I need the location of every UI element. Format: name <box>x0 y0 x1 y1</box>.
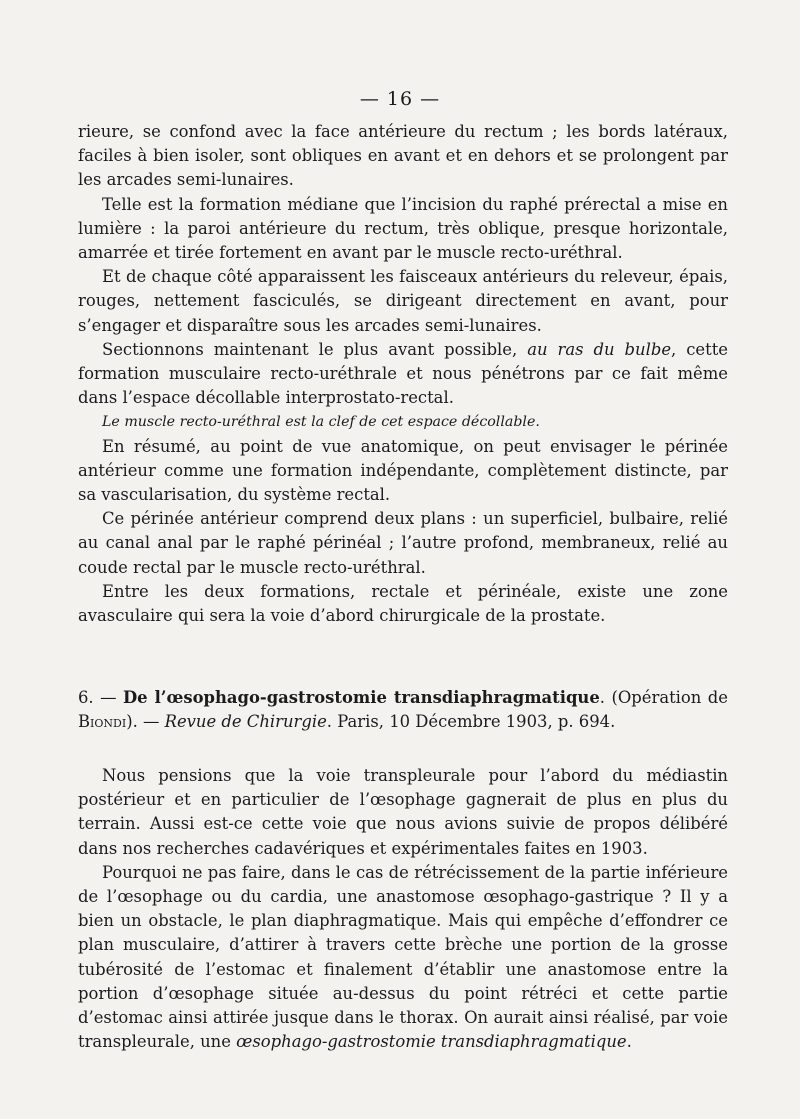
paragraph <box>78 861 728 1055</box>
paragraph: Entre les deux formations, rectale et périnéale, existe une zone avasculaire qui sera la voie d’abord chirurgicale de la prostate. <box>78 581 728 626</box>
reference-note: . (Opération de <box>599 688 728 707</box>
paragraph: rieure, se confond avec la face antérieure du rectum ; les bords latéraux, faciles à bien isoler, sont obliques en avant et en dehors et se prolongent par les arcades semi-lunaires. <box>78 122 728 190</box>
reference-title: De l’œsophago-gastrostomie transdiaphragmatique <box>122 688 600 707</box>
text-run: , cette formation musculaire recto-uréthrale et nous pénétrons par ce fait même dans l’espace décollable interprostato-rectal. <box>78 339 728 408</box>
page-number: — 16 — <box>359 88 441 110</box>
reference-journal: Revue de Chirurgie <box>164 712 327 732</box>
text-run: Pourquoi ne pas faire, dans le cas de rétrécissement de la partie inférieure de l’œsophage ou du cardia, une anastomose œsophago-gastrique ? Il y a bien un obstacle, le plan diaphragmatique. Mais qui empêche d’effondrer ce plan musculaire, d’attirer à travers cette brèche une portion de la grosse tubérosité de l’estomac et finalement d’établir une anastomose entre la portion d’œsophage située au-dessus du point rétréci et cette partie d’estomac ainsi attirée jusque dans le thorax. On aurait ainsi réalisé, par voie transpleurale, une <box>78 862 728 1052</box>
paragraph: Et de chaque côté apparaissent les faisceaux antérieurs du releveur, épais, rouges, nettement fasciculés, se dirigeant directement en avant, pour s’engager et disparaître sous les arcades semi-lunaires. <box>78 267 728 335</box>
section-perinee <box>78 120 728 628</box>
paragraph: Telle est la formation médiane que l’incision du raphé prérectal a mise en lumière : la paroi antérieure du rectum, très oblique, presque horizontale, amarrée et tirée fortement en avant par le muscle recto-uréthral. <box>78 194 728 263</box>
reference-separator: ). — <box>126 712 165 732</box>
reference-author: Biondi <box>78 712 127 732</box>
paragraph: Nous pensions que la voie transpleurale pour l’abord du médiastin postérieur et en particulier de l’œsophage gagnerait de plus en plus du terrain. Aussi est-ce cette voie que nous avions suivie de propos délibéré dans nos recherches cadavériques et expérimentales faites en 1903. <box>78 766 728 858</box>
text-run: . <box>626 1032 632 1052</box>
italic-statement: Le muscle recto-uréthral est la clef de cet espace décollable. <box>102 414 540 431</box>
paragraph <box>78 338 728 411</box>
paragraph: En résumé, au point de vue anatomique, on peut envisager le périnée antérieur comme une formation indépendante, complètement distincte, par sa vascularisation, du système rectal. <box>78 436 728 505</box>
reference-line <box>78 686 728 734</box>
reference-number: 6. — <box>78 688 123 707</box>
paragraph: Ce périnée antérieur comprend deux plans : un superficiel, bulbaire, relié au canal anal par le raphé périnéal ; l’autre profond, membraneux, relié au coude rectal par le muscle recto-uréthral. <box>78 509 728 577</box>
italic-phrase: au ras du bulbe <box>527 339 672 359</box>
section-oesophago <box>78 764 728 1054</box>
reference-details: . Paris, 10 Décembre 1903, p. 694. <box>326 712 616 732</box>
reference-heading <box>78 686 728 734</box>
text-run: Sectionnons maintenant le plus avant possible, <box>102 339 528 359</box>
italic-phrase: œsophago-gastrostomie transdiaphragmatique <box>236 1032 627 1052</box>
